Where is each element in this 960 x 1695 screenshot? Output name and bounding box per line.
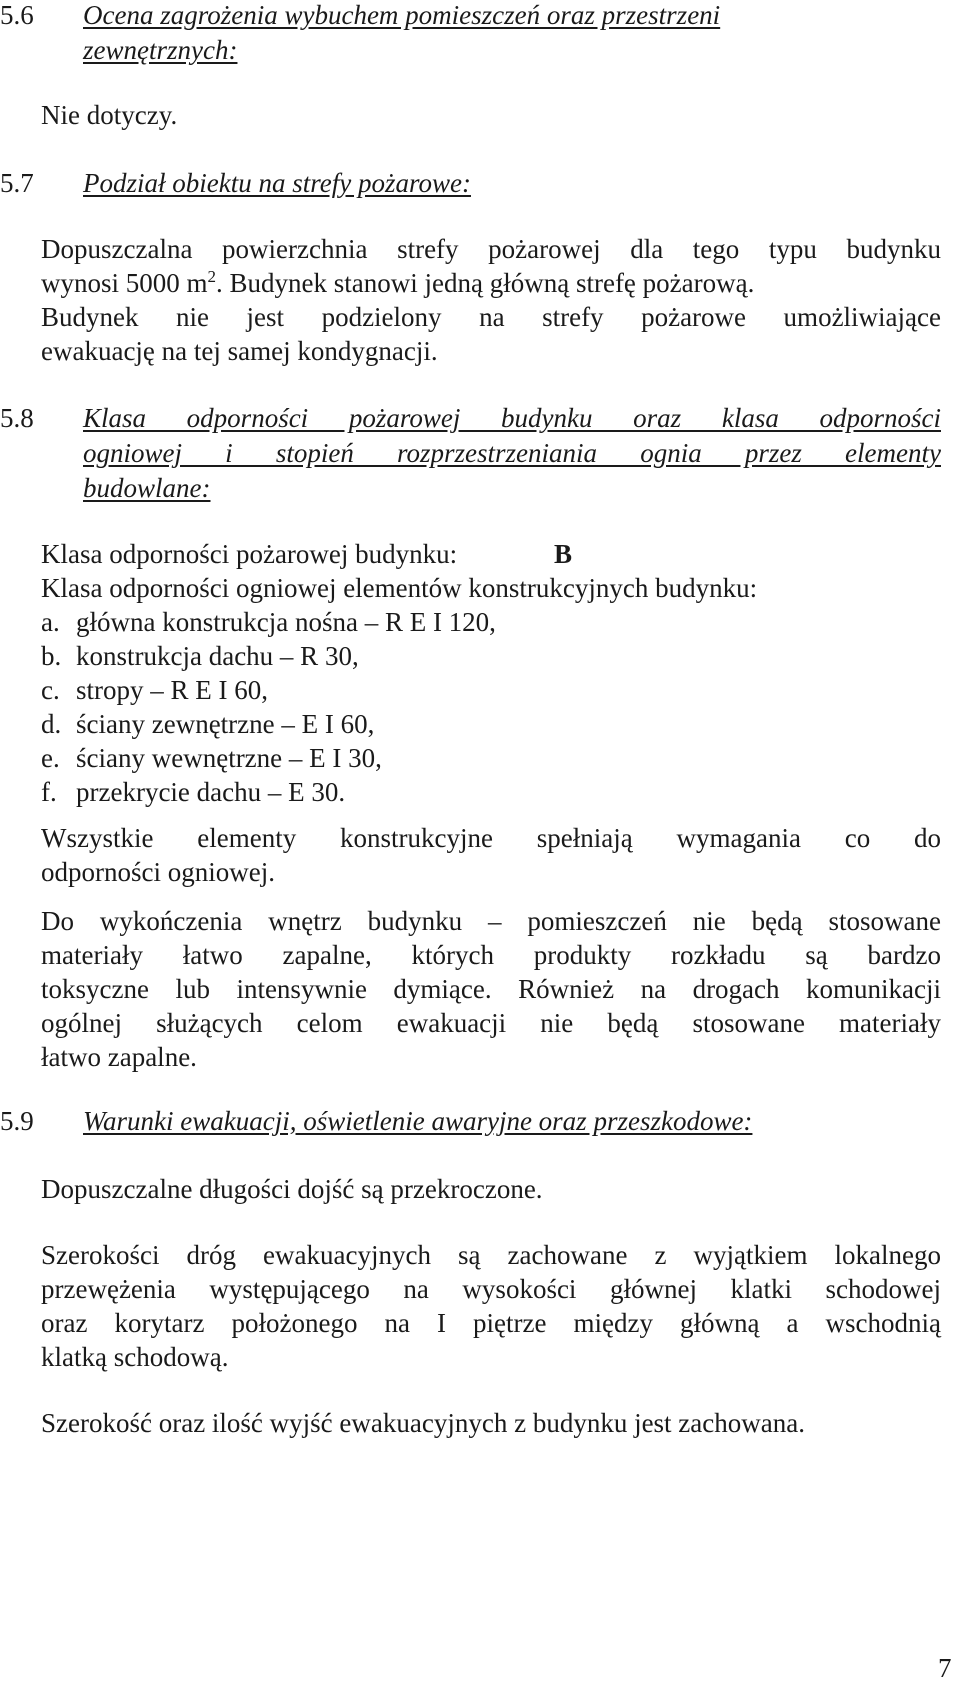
paragraph-line: odporności ogniowej. — [41, 857, 275, 887]
section-number: 5.9 — [0, 1106, 34, 1136]
paragraph-line: klatką schodową. — [41, 1342, 229, 1372]
paragraph-line: materiały łatwo zapalne, których produkty rozkładu są bardzo — [41, 940, 941, 970]
paragraph-line: przewężenia występującego na wysokości głównej klatki schodowej — [41, 1274, 941, 1304]
list-text: ściany zewnętrzne – E I 60, — [76, 709, 375, 739]
list-marker: f. — [41, 777, 57, 807]
list-item — [41, 675, 268, 705]
list-marker: d. — [41, 709, 62, 739]
section-title-continued: zewnętrznych: — [83, 35, 238, 65]
text-run: . Budynek stanowi jedną główną strefę pożarową. — [216, 268, 755, 298]
paragraph-line: Dopuszczalna powierzchnia strefy pożarowej dla tego typu budynku — [41, 234, 941, 264]
paragraph-line: Wszystkie elementy konstrukcyjne spełniają wymagania co do — [41, 823, 941, 853]
list-item — [41, 641, 359, 671]
list-item — [41, 607, 496, 637]
paragraph-line: łatwo zapalne. — [41, 1042, 197, 1072]
section-title: Klasa odporności pożarowej budynku oraz klasa odporności — [83, 403, 941, 433]
list-marker: c. — [41, 675, 60, 705]
paragraph-line: ogólnej służących celom ewakuacji nie będą stosowane materiały — [41, 1008, 941, 1038]
section-title: Ocena zagrożenia wybuchem pomieszczeń oraz przestrzeni — [83, 0, 721, 30]
fire-class-line — [41, 539, 573, 569]
list-item — [41, 777, 346, 807]
paragraph-line: Budynek nie jest podzielony na strefy pożarowe umożliwiające — [41, 302, 941, 332]
paragraph: Szerokość oraz ilość wyjść ewakuacyjnych z budynku jest zachowana. — [41, 1408, 805, 1438]
section-number: 5.8 — [0, 403, 34, 433]
elements-label: Klasa odporności ogniowej elementów konstrukcyjnych budynku: — [41, 573, 758, 603]
section-title-continued: budowlane: — [83, 473, 211, 503]
section-title: Podział obiektu na strefy pożarowe: — [83, 168, 471, 198]
superscript: 2 — [207, 267, 217, 286]
paragraph: Dopuszczalne długości dojść są przekroczone. — [41, 1174, 543, 1204]
list-text: stropy – R E I 60, — [76, 675, 268, 705]
page-number: 7 — [938, 1653, 952, 1683]
list-text: konstrukcja dachu – R 30, — [76, 641, 359, 671]
list-text: przekrycie dachu – E 30. — [76, 777, 346, 807]
paragraph-line: oraz korytarz położonego na I piętrze między główną a wschodnią — [41, 1308, 941, 1338]
paragraph-line — [41, 267, 755, 298]
paragraph-line: Do wykończenia wnętrz budynku – pomieszczeń nie będą stosowane — [41, 906, 941, 936]
section-title-continued: ogniowej i stopień rozprzestrzeniania ognia przez elementy — [83, 438, 941, 468]
fire-class-value: B — [554, 539, 573, 569]
paragraph-line: toksyczne lub intensywnie dymiące. Również na drogach komunikacji — [41, 974, 941, 1004]
section-number: 5.7 — [0, 168, 34, 198]
fire-class-label: Klasa odporności pożarowej budynku: — [41, 539, 458, 569]
paragraph-line: Szerokości dróg ewakuacyjnych są zachowane z wyjątkiem lokalnego — [41, 1240, 941, 1270]
list-marker: b. — [41, 641, 62, 671]
paragraph-line: ewakuację na tej samej kondygnacji. — [41, 336, 438, 366]
paragraph: Nie dotyczy. — [41, 100, 178, 130]
list-item — [41, 743, 382, 773]
list-text: ściany wewnętrzne – E I 30, — [76, 743, 382, 773]
text-run: wynosi 5000 m — [41, 268, 208, 298]
list-marker: e. — [41, 743, 60, 773]
section-number: 5.6 — [0, 0, 34, 30]
section-title: Warunki ewakuacji, oświetlenie awaryjne oraz przeszkodowe: — [83, 1106, 753, 1136]
list-marker: a. — [41, 607, 60, 637]
list-text: główna konstrukcja nośna – R E I 120, — [76, 607, 496, 637]
list-item — [41, 709, 375, 739]
